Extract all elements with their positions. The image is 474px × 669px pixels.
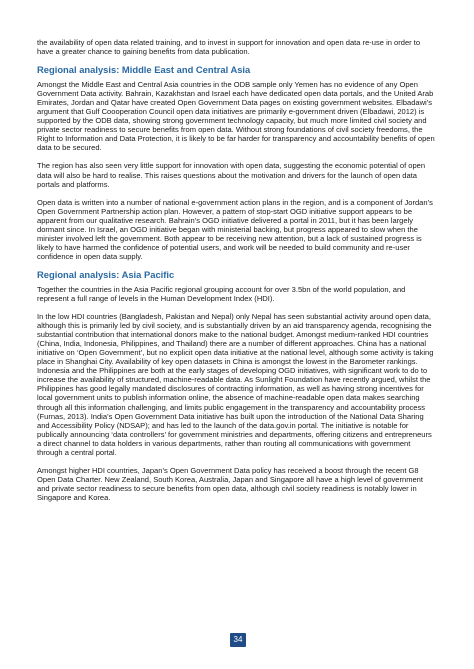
page-body (37, 38, 437, 502)
body-paragraph: Open data is written into a number of national e-government action plans in the region, and is a component of Jordan’s Open Government Partnership action plan. However, a pattern of stop-start OGD initiative support appears to be apparent from our qualitative research. Bahrain’s OGD initiative delivered a portal in 2011, but it has been largely dormant since. In Israel, an OGD initiative began with ministerial backing, but progress appeared to slow when the minister involved left the government. Both appear to be receiving new attention, but a lack of sustained progress is likely to have harmed the confidence of potential users, and work will be needed to build community and re-user confidence in open data supply. (37, 197, 433, 261)
page-number: 34 (230, 633, 246, 647)
body-paragraph: Amongst the Middle East and Central Asia countries in the ODB sample only Yemen has no evidence of any Open Government Data activity. Bahrain, Kazakhstan and Israel each have dedicated open data portals, and the United Arab Emirates, Jordan and Qatar have created Open Government Data pages on existing government websites. Elbadawi’s argument that Gulf Coooperation Council open data initiatives are primarily e-government driven (Elbadawi, 2012) is supported by the ODB data, showing strong government technology capacity, but much more limited civil society and private sector readiness to secure benefits from open data. Without strong foundations of civil society freedoms, the Right to Information and Data Protection, it is likely to be far harder for transparency and accountability benefits of open data to be secured. (37, 80, 435, 153)
body-paragraph: Together the countries in the Asia Pacific regional grouping account for over 3.5bn of the world population, and represent a full range of levels in the Human Development Index (HDI). (37, 284, 406, 303)
section-heading-middle-east: Regional analysis: Middle East and Central Asia (37, 64, 251, 76)
body-paragraph: Amongst higher HDI countries, Japan’s Open Government Data policy has received a boost through the recent G8 Open Data Charter. New Zealand, South Korea, Australia, Japan and Singapore all have a high level of government and private sector readiness to secure benefits from open data, although civil society readiness is notably lower in Singapore and Korea. (37, 465, 423, 502)
section-heading-asia-pacific: Regional analysis: Asia Pacific (37, 268, 175, 280)
body-paragraph: the availability of open data related training, and to invest in support for innovation and open data re-use in order to have a greater chance to gaining benefits from data publication. (37, 38, 421, 57)
body-paragraph: The region has also seen very little support for innovation with open data, suggesting the economic potential of open data will also be hard to realise. This raises questions about the motivation and drivers for the launch of open data portals and platforms. (37, 161, 426, 189)
body-paragraph: In the low HDI countries (Bangladesh, Pakistan and Nepal) only Nepal has seen substantial activity around open data, although this is primarily led by civil society, and is substantially driven by an aid transparency agenda, recognising the substantial contribution that international donors make to the national budget. Amongst medium-ranked HDI countries (China, India, Indonesia, Philippines, and Thailand) there are a number of different approaches. China has a national initiative on ‘Open Government’, but no explicit open data initiative at the national level, although some activity is taking place in Shanghai City. Availability of key open datasets in China is amongst the lowest in the Barometer rankings. Indonesia and the Philippines are both at the early stages of developing OGD initiatives, with significant work to do to increase the availability of structured, machine-readable data. As Sunlight Foundation have recently argued, whilst the Philippines has good legally mandated disclosures of contracting information, as well as having strong incentives for local government units to publish information online, the absence of machine-readable open data makes searching through all this information challenging, and limits public engagement in the transparency and accountability process (Furnas, 2013). India’s Open Government Data initiative has built upon the introduction of the National Data Sharing and Accessibility Policy (NDSAP); and has led to the launch of the data.gov.in portal. The initiative is notable for publically announcing ‘data controllers’ for government ministries and departments, offering citizens and entrepreneurs a direct channel to data holders in various departments, rather than routing all communications with government through a central portal. (37, 312, 434, 457)
